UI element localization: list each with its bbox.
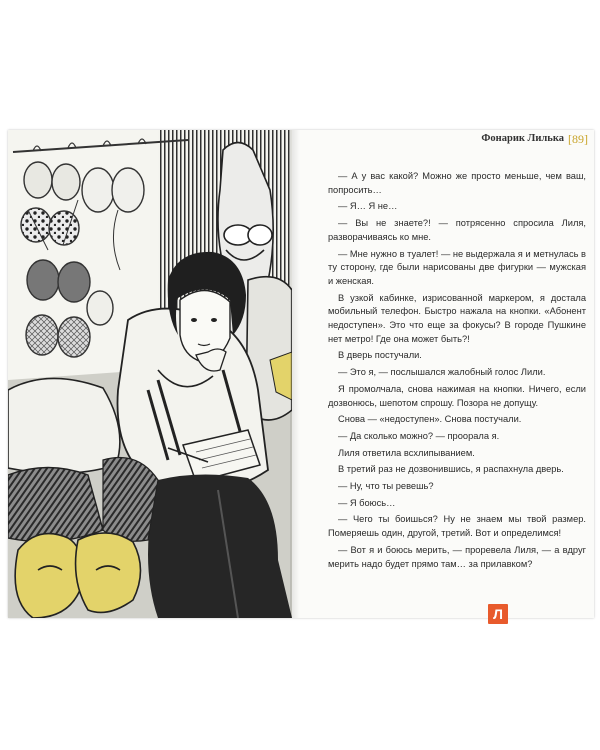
paragraph: Снова — «недоступен». Снова постучали. — [338, 414, 522, 425]
paragraph: Я промолчала, снова нажимая на кнопки. Ничего, если дозвонюсь, шепотом спрошу. Позора не допущу. — [328, 383, 586, 408]
paragraph: — Я… Я не… — [338, 201, 398, 212]
illustration — [8, 130, 292, 618]
paragraph: В третий раз не дозвонившись, я распахнула дверь. — [338, 464, 564, 475]
paragraph: — Ну, что ты ревешь? — [338, 481, 434, 492]
paragraph: — Вы не знаете?! — потрясенно спросила Лиля, разворачиваясь ко мне. — [328, 218, 586, 242]
text-page — [300, 130, 594, 618]
page-number: [89] — [568, 132, 588, 146]
paragraph: — А у вас какой? Можно же просто меньше, чем ваш, попросить… — [328, 171, 586, 195]
labirint-logo-icon: Л — [488, 604, 508, 624]
paragraph: — Чего ты боишься? Ну не знаем мы твой размер. Померяешь один, другой, третий. Вот и определимся! — [328, 514, 586, 539]
paragraph: — Это я, — послышался жалобный голос Лили. — [338, 367, 546, 378]
paragraph: — Мне нужно в туалет! — не выдержала я и метнулась в ту сторону, где были нарисованы две фигурки — мужская и женская. — [328, 248, 586, 286]
paragraph: — Вот я и боюсь мерить, — проревела Лиля, — а вдруг мерить надо будет прямо там… за прилавком? — [328, 544, 586, 569]
paragraph: — Я боюсь… — [338, 497, 396, 508]
paragraph: В узкой кабинке, изрисованной маркером, я достала мобильный телефон. Быстро нажала на кнопки. «Абонент недоступен». Это что еще за фокусы? В городе Пушкине нет метро! Где она может быть?! — [328, 292, 586, 344]
paragraph: В дверь постучали. — [338, 350, 422, 361]
paragraph: Лиля ответила всхлипыванием. — [338, 447, 475, 458]
body-text — [328, 170, 586, 574]
illustration-page — [8, 130, 292, 618]
running-head: Фонарик Лилька — [481, 133, 564, 144]
book-gutter-shadow — [290, 130, 300, 618]
paragraph: — Да сколько можно? — проорала я. — [338, 430, 500, 441]
